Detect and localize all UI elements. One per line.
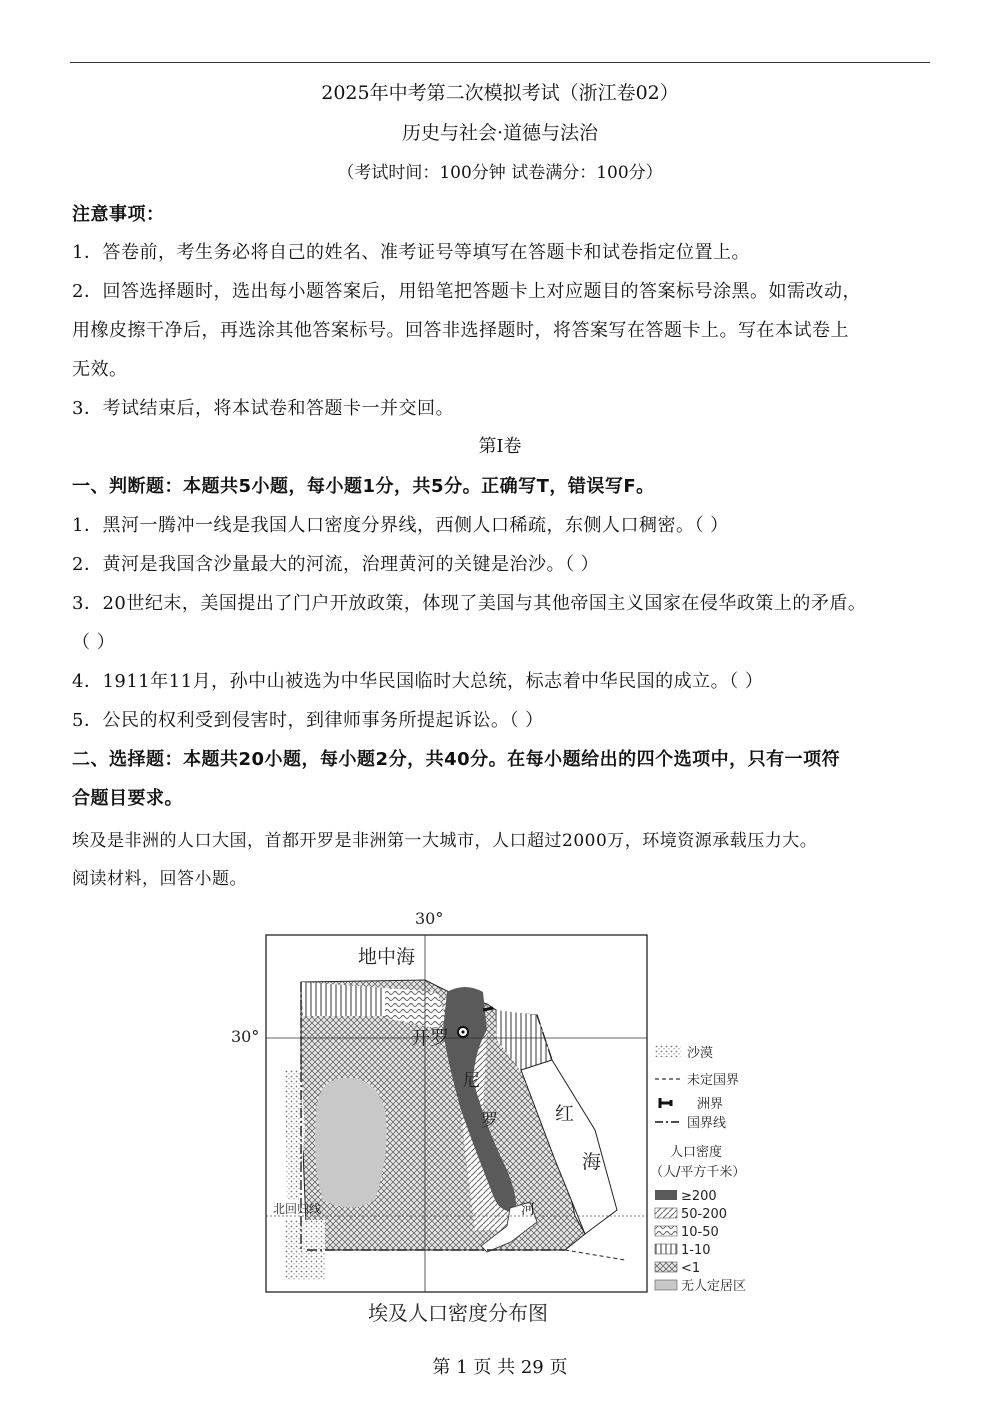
section2-heading-line-2: 合题目要求。 (72, 788, 183, 809)
legend-swatch-200-plus (655, 1190, 677, 1200)
legend-class-6: 无人定居区 (681, 1279, 747, 1294)
legend-desert-swatch (655, 1045, 681, 1057)
legend-swatch-uninhabited (655, 1280, 677, 1290)
continent-boundary-mark (483, 1008, 493, 1010)
page-number: 第 1 页 共 29 页 (432, 1357, 568, 1378)
nile-char-1: 尼 (463, 1071, 480, 1091)
notes-item-3: 3．考试结束后，将本试卷和答题卡一并交回。 (72, 398, 454, 419)
legend-swatch-under-1 (655, 1262, 677, 1272)
section1-heading: 一、判断题：本题共5小题，每小题1分，共5分。正确写T，错误写F。 (72, 476, 655, 497)
latitude-label: 30° (231, 1027, 260, 1046)
legend-class-5: <1 (681, 1261, 701, 1276)
question-3-line-2: （ ） (72, 632, 116, 653)
legend-class-2: 50-200 (681, 1207, 728, 1222)
legend-density-title: 人口密度 (670, 1145, 723, 1160)
legend-border: 国界线 (687, 1116, 727, 1131)
material-line-2: 阅读材料，回答小题。 (72, 869, 247, 889)
cairo-dot (461, 1030, 464, 1033)
egypt-population-map (225, 900, 785, 1340)
mediterranean-label: 地中海 (358, 946, 416, 968)
legend-class-1: ≥200 (681, 1189, 717, 1204)
question-3-line-1: 3．20世纪末，美国提出了门户开放政策，体现了美国与其他帝国主义国家在侵华政策上的矛盾。 (72, 593, 867, 614)
uninhabited-area (315, 1078, 387, 1208)
tropic-label: 北回归线 (273, 1202, 322, 1216)
exam-info: （考试时间：100分钟 试卷满分：100分） (337, 163, 663, 183)
question-1: 1．黑河一腾冲一线是我国人口密度分界线，西侧人口稀疏，东侧人口稠密。（ ） (72, 515, 729, 536)
legend-class-3: 10-50 (681, 1225, 719, 1240)
red-sea-char-2: 海 (582, 1151, 602, 1173)
map-legend (650, 1045, 746, 1294)
notes-item-2-line-1: 2．回答选择题时，选出每小题答案后，用铅笔把答题卡上对应题目的答案标号涂黑。如需改动， (72, 281, 861, 302)
question-2: 2．黄河是我国含沙量最大的河流，治理黄河的关键是治沙。（ ） (72, 554, 600, 575)
question-5: 5．公民的权利受到侵害时，到律师事务所提起诉讼。（ ） (72, 710, 544, 731)
desert-southwest (285, 1220, 325, 1280)
legend-swatch-1-10 (655, 1244, 677, 1254)
notes-item-2-line-2: 用橡皮擦干净后，再选涂其他答案标号。回答非选择题时，将答案写在答题卡上。写在本试卷上 (72, 320, 849, 341)
volume-label: 第I卷 (478, 436, 522, 457)
red-sea-char-1: 红 (555, 1103, 575, 1125)
legend-swatch-10-50 (655, 1226, 677, 1236)
map-caption: 埃及人口密度分布图 (368, 1301, 548, 1325)
notes-heading: 注意事项： (72, 204, 165, 225)
legend-density-unit: （人/平方千米） (650, 1165, 746, 1180)
top-rule (70, 62, 930, 63)
section2-heading-line-1: 二、选择题：本题共20小题，每小题2分，共40分。在每小题给出的四个选项中，只有一项符 (72, 749, 841, 770)
legend-continent-swatch (660, 1098, 671, 1108)
longitude-label: 30° (415, 909, 444, 928)
legend-continent-boundary: 洲界 (697, 1097, 724, 1112)
legend-desert: 沙漠 (687, 1046, 714, 1061)
notes-item-2-line-3: 无效。 (72, 359, 128, 380)
notes-item-1: 1．答卷前，考生务必将自己的姓名、准考证号等填写在答题卡和试卷指定位置上。 (72, 242, 750, 263)
exam-title: 2025年中考第二次模拟考试（浙江卷02） (321, 82, 679, 104)
nile-char-3: 河 (521, 1202, 535, 1218)
nile-char-2: 罗 (481, 1111, 498, 1131)
exam-subject: 历史与社会·道德与法治 (401, 122, 599, 144)
legend-undetermined-border: 未定国界 (687, 1073, 740, 1088)
legend-swatch-50-200 (655, 1208, 677, 1218)
legend-class-4: 1-10 (681, 1243, 711, 1258)
question-4: 4．1911年11月，孙中山被选为中华民国临时大总统，标志着中华民国的成立。（ ） (72, 671, 764, 692)
material-line-1: 埃及是非洲的人口大国，首都开罗是非洲第一大城市，人口超过2000万，环境资源承载压力大。 (72, 831, 818, 851)
cairo-label: 开罗 (411, 1027, 450, 1049)
